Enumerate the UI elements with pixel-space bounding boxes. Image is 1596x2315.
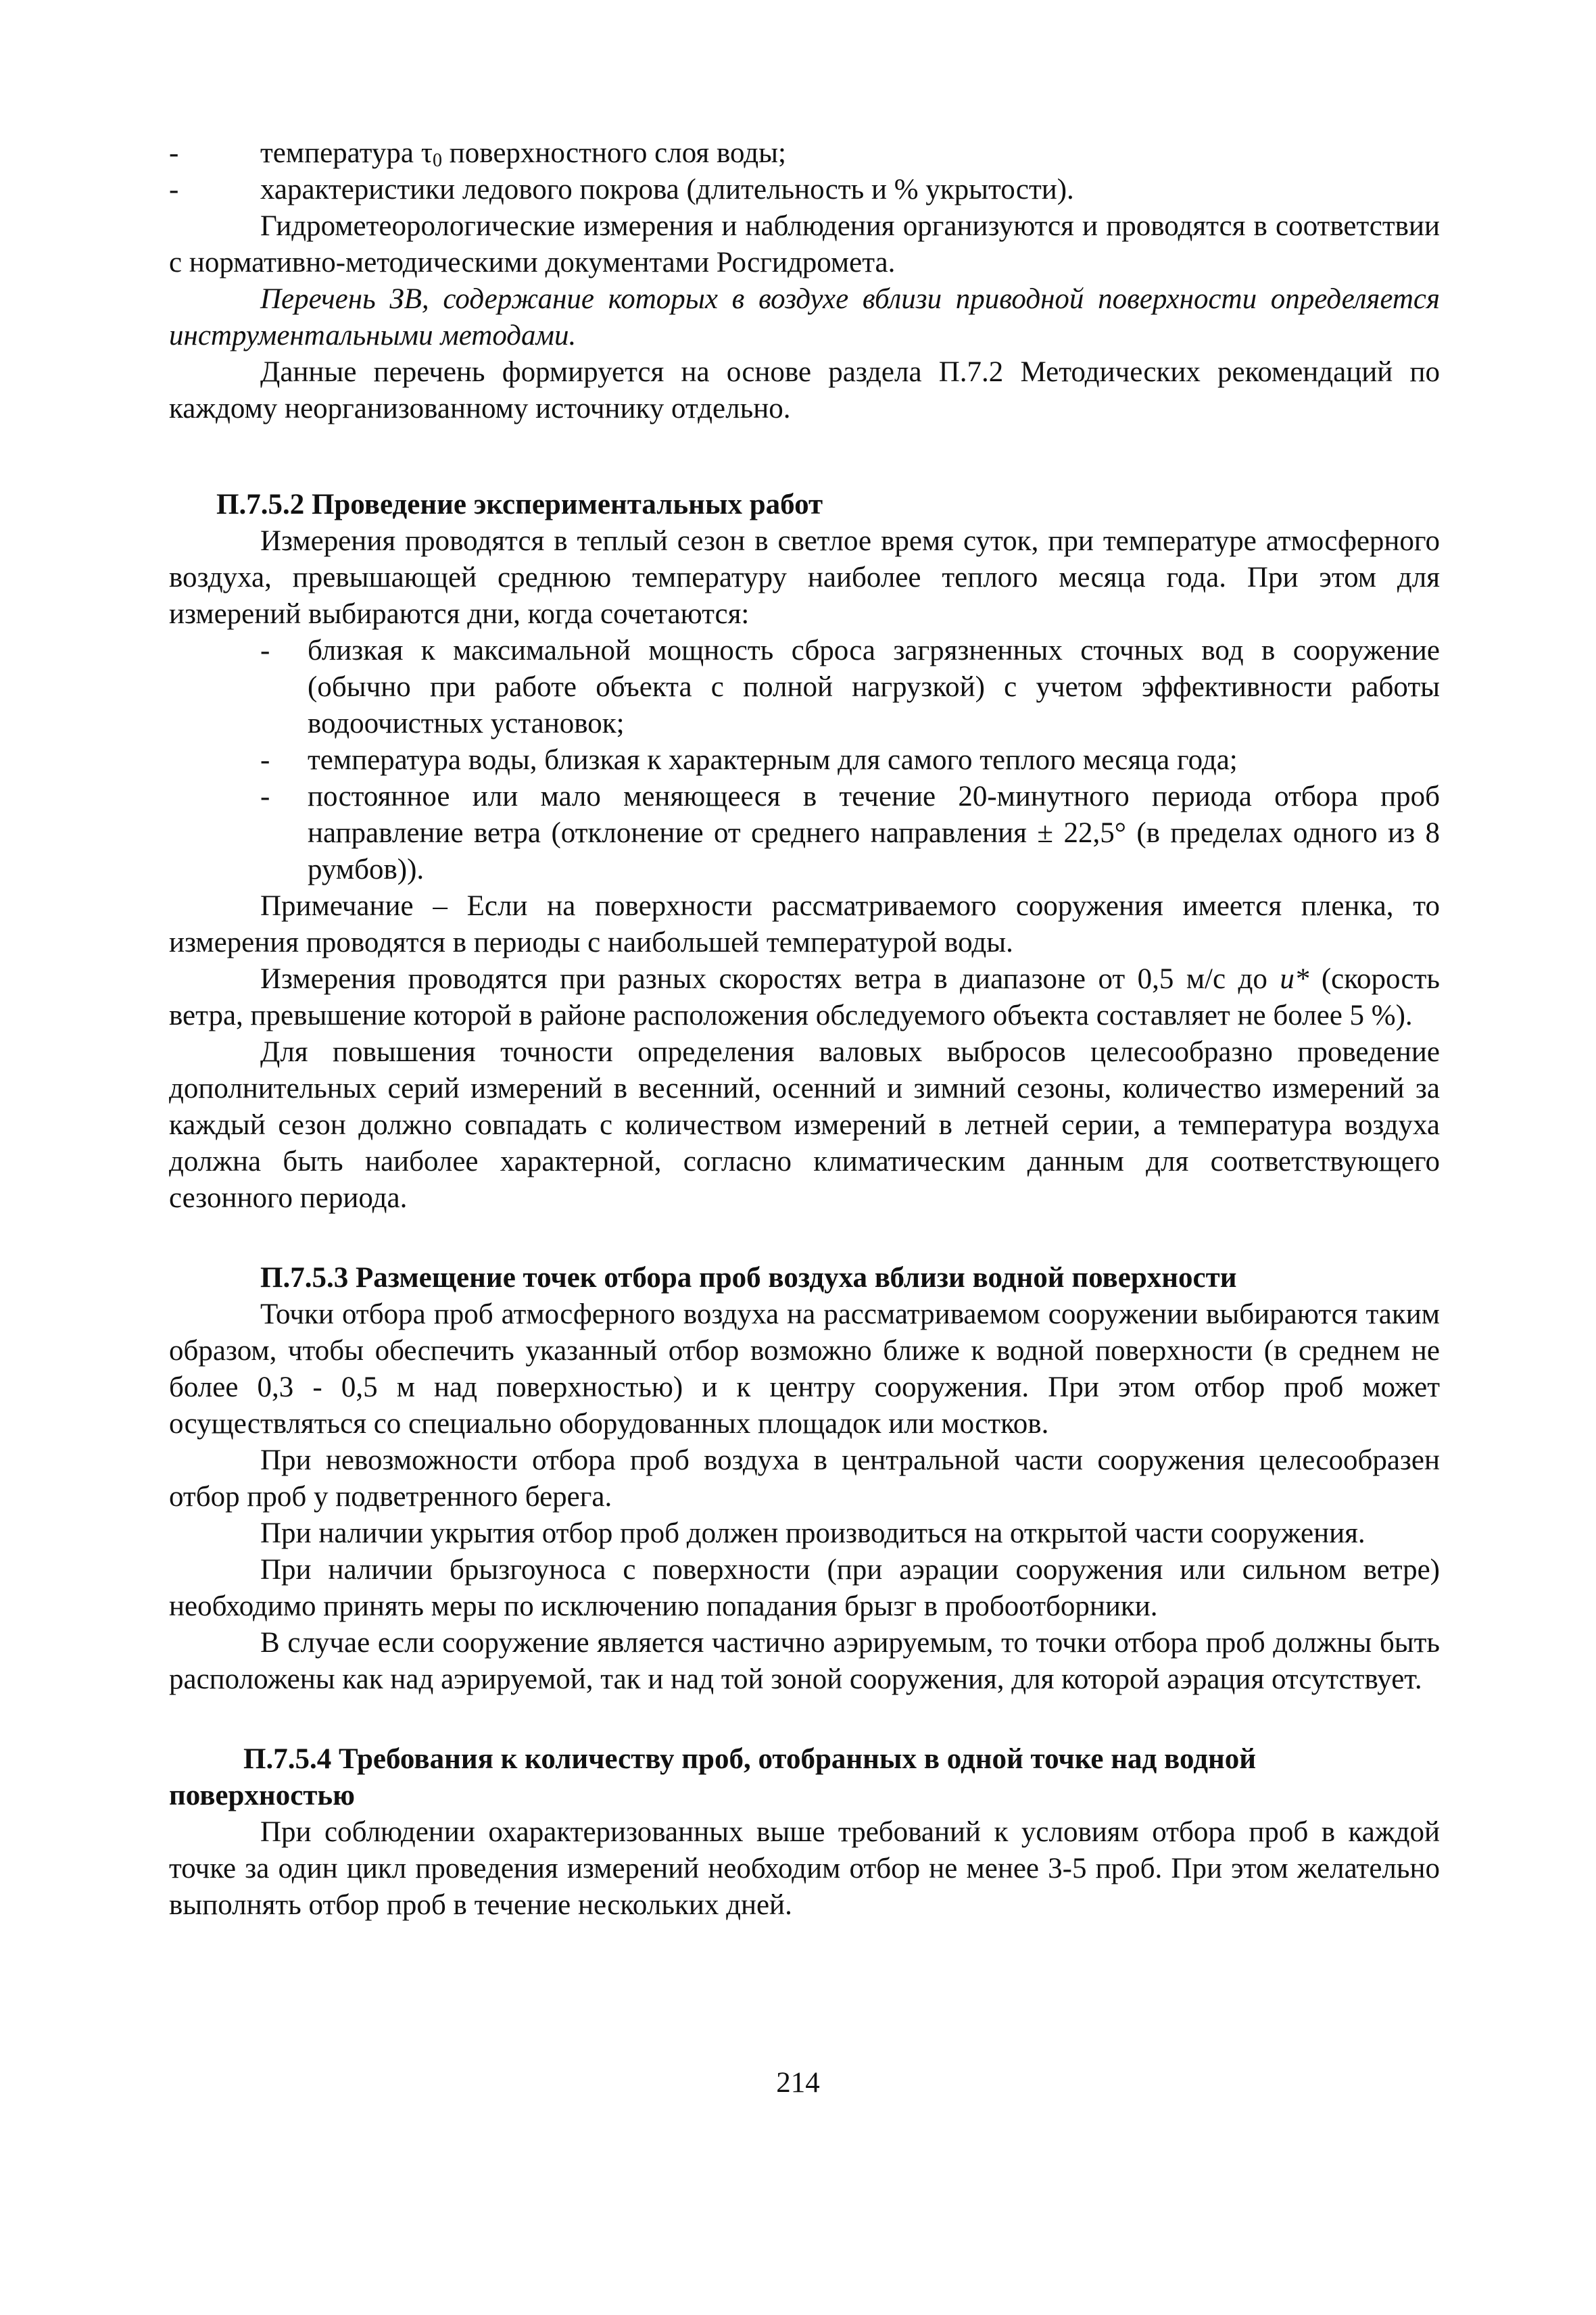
spacer	[169, 1217, 1440, 1260]
list-dash: -	[260, 781, 270, 812]
intro-list-item-prefix: температура τ	[260, 137, 433, 169]
wind-text-before: Измерения проводятся при разных скоростях ветра в диапазоне от 0,5 м/с до	[260, 963, 1280, 995]
section-753-paragraph: Точки отбора проб атмосферного воздуха на рассматриваемом сооружении выбираются таким образом, чтобы обеспечить указанный отбор возможно ближе к водной поверхности (в среднем не более 0,3 - 0,5 м над поверхностью) и к центру сооружения. При этом отбор проб может осуществляться со специально оборудованных площадок или мостков.	[169, 1298, 1440, 1440]
list-dash: -	[169, 174, 179, 205]
section-754-paragraph: При соблюдении охарактеризованных выше требований к условиям отбора проб в каждой точке за один цикл проведения измерений необходим отбор не менее 3-5 проб. При этом желательно выполнять отбор проб в течение нескольких дней.	[169, 1816, 1440, 1921]
wind-text-after: (скорость ветра, превышение которой в районе расположения обследуемого объекта составляет не более 5 %).	[169, 963, 1440, 1031]
section-752-list-item-text: температура воды, близкая к характерным для самого теплого месяца года;	[308, 744, 1238, 776]
section-753-paragraph: В случае если сооружение является частично аэрируемым, то точки отбора проб должны быть расположены как над аэрируемой, так и над той зоной сооружения, для которой аэрация отсутствует.	[169, 1627, 1440, 1695]
section-752-list-item-text: постоянное или мало меняющееся в течение 20-минутного периода отбора проб направление ветра (отклонение от среднего направления ± 22,5° (в пределах одного из 8 румбов)).	[308, 781, 1440, 885]
document-page	[169, 135, 1440, 1924]
wind-variable: u*	[1280, 963, 1309, 995]
section-752-list-item	[169, 633, 1440, 742]
intro-paragraph: Гидрометеорологические измерения и наблюдения организуются и проводятся в соответствии с нормативно-методическими документами Росгидромета.	[169, 210, 1440, 278]
intro-list-item	[169, 172, 1440, 208]
page-number: 214	[776, 2067, 820, 2099]
section-753-paragraph: При наличии брызгоуноса с поверхности (при аэрации сооружения или сильном ветре) необходимо принять меры по исключению попадания брызг в пробоотборники.	[169, 1554, 1440, 1622]
list-dash: -	[260, 635, 270, 666]
spacer	[169, 1698, 1440, 1741]
section-753-paragraph: При наличии укрытия отбор проб должен производиться на открытой части сооружения.	[260, 1517, 1365, 1549]
list-dash: -	[169, 137, 179, 169]
intro-list-item-suffix: поверхностного слоя воды;	[442, 137, 786, 169]
intro-list-item-sub: 0	[433, 150, 442, 171]
section-753-paragraph: При невозможности отбора проб воздуха в центральной части сооружения целесообразен отбор проб у подветренного берега.	[169, 1444, 1440, 1513]
section-752-paragraph-seasons: Для повышения точности определения валовых выбросов целесообразно проведение дополнительных серий измерений в весенний, осенний и зимний сезоны, количество измерений за каждый сезон должно совпадать с количеством измерений в летней серии, а температура воздуха должна быть наиболее характерной, согласно климатическим данным для соответствующего сезонного периода.	[169, 1036, 1440, 1214]
section-752-paragraph-wind	[169, 961, 1440, 1034]
list-paragraph: Данные перечень формируется на основе раздела П.7.2 Методических рекомендаций по каждому неорганизованному источнику отдельно.	[169, 356, 1440, 424]
italic-heading: Перечень ЗВ, содержание которых в воздухе вблизи приводной поверхности определяется инструментальными методами.	[169, 283, 1440, 351]
section-752-list-item-text: близкая к максимальной мощность сброса загрязненных сточных вод в сооружение (обычно при работе объекта с полной нагрузкой) с учетом эффективности работы водоочистных установок;	[308, 635, 1440, 739]
intro-list-item-text: характеристики ледового покрова (длительность и % укрытости).	[260, 174, 1074, 205]
section-752-list-item	[169, 779, 1440, 888]
section-752-list-item	[169, 742, 1440, 779]
intro-list-item	[169, 135, 1440, 172]
section-752-note: Примечание – Если на поверхности рассматриваемого сооружения имеется пленка, то измерения проводятся в периоды с наибольшей температурой воды.	[169, 890, 1440, 958]
list-dash: -	[260, 744, 270, 776]
section-752-heading: П.7.5.2 Проведение экспериментальных работ	[216, 489, 823, 520]
section-752-intro: Измерения проводятся в теплый сезон в светлое время суток, при температуре атмосферного воздуха, превышающей среднюю температуру наиболее теплого месяца года. При этом для измерений выбираются дни, когда сочетаются:	[169, 525, 1440, 630]
spacer	[169, 427, 1440, 487]
section-753-heading: П.7.5.3 Размещение точек отбора проб воздуха вблизи водной поверхности	[260, 1262, 1237, 1294]
section-754-heading: П.7.5.4 Требования к количеству проб, отобранных в одной точке над водной поверхностью	[169, 1743, 1257, 1811]
